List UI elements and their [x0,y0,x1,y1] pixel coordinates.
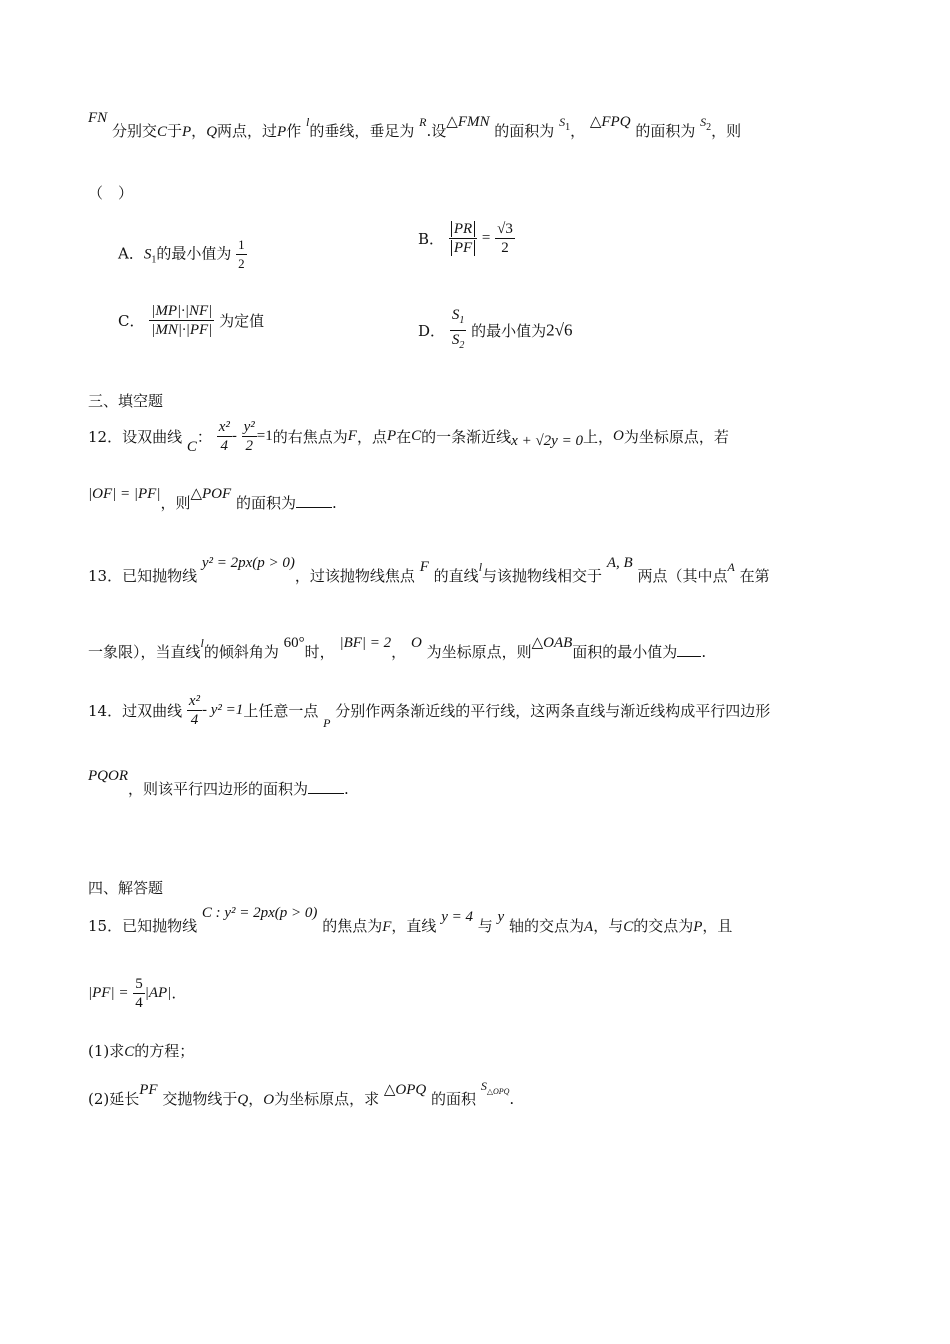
q14-t3: ，则该平行四边形的面积为 [128,780,309,798]
q15-part2a: (2)延长 [88,1090,140,1108]
option-c-fraction: $\frac{|MP|\cdot|NF|}{|MN|\cdot|PF|}$ [151,303,213,338]
q12-frac1 [217,418,232,455]
q15-P: P [693,919,703,935]
q15-s: S [480,1079,487,1093]
option-a-s-sub: 1 [151,254,157,266]
option-a-fraction [236,236,247,273]
q13-l2t2: 的倾斜角为 [203,643,279,661]
q13-l2: l [200,636,204,650]
q12-t4: 的一条渐近线 [421,428,512,446]
q12-c: C [186,438,197,455]
q15-t1: 的焦点为 [322,917,383,935]
q13-l2t5: 面积的最小值为 [572,643,678,661]
q11-tri-fpq: △FPQ [589,114,631,130]
option-b-num2: √3 [497,221,513,237]
option-d-den-sub: 2 [459,340,465,351]
q15-part1 [88,1040,194,1061]
q13-t5: 在第 [739,567,770,585]
option-c-den: MN|·|PF [155,322,209,338]
q13-l2t4: 为坐标原点，则 [426,643,532,661]
q13-l: l [478,560,483,574]
q15-y: y [497,909,505,925]
q15-part1a: (1)求 [88,1042,125,1060]
option-d-label: D． [418,322,446,340]
q14-answer-blank[interactable] [308,793,344,794]
q13-l2t1: 一象限），当直线 [88,643,201,661]
q11-t9: ，则 [711,122,742,140]
option-a-text: 的最小值为 [156,244,232,263]
q14-f-den: 4 [190,712,199,728]
q11-t6: .设 [426,122,447,140]
q15-part2e: 的面积 [431,1090,477,1108]
q11-comma1: ， [191,122,207,140]
q13-t4: 两点（其中点 [637,567,728,585]
q11-tri-fmn: △FMN [446,114,490,130]
q14-rest: - y² =1 [202,702,244,718]
q11-line1 [88,110,742,143]
q15-part2-end: . [509,1090,515,1108]
q14-pqor: PQOR [88,768,128,784]
q11-paren: （ ） [88,184,134,202]
q12-P: P [386,428,397,444]
q15-t4: 轴的交点为 [509,917,585,935]
q12-number: 12．设双曲线 [88,428,183,446]
q11-s2: S [700,115,707,129]
q12-f1-num: x² [218,419,230,435]
option-b-eq: = [481,230,491,246]
q12-answer-blank[interactable] [296,507,332,508]
q11-l: l [306,115,310,129]
q15-line1 [88,905,733,936]
q13-t2: 的直线 [433,567,479,585]
q13-answer-blank[interactable] [677,656,701,657]
q12-frac2 [242,418,257,455]
option-d-value: 2√6 [546,320,573,340]
q13-end: . [701,643,707,661]
q15-part2 [88,1079,515,1110]
q13-line2 [88,635,707,662]
q13-angle: 60° [283,635,305,651]
q13-parabola-eq: y² = 2px(p > 0) [201,555,295,571]
q12-t6: 为坐标原点，若 [623,428,729,446]
q12-line1 [88,418,729,455]
q11-r: R [419,115,427,129]
q15-C: C [623,919,634,935]
q14-end: . [344,780,349,798]
q11-t2: 于 [166,122,182,140]
q12-C2: C [411,428,422,444]
q15-s-sub: △OPQ [486,1087,510,1096]
q15-A: A [584,919,594,935]
q12-t5: 上， [582,428,613,446]
q12-t2: ，点 [356,428,387,446]
q12-f1-den: 4 [220,438,229,454]
q14-line2 [88,768,349,799]
option-c-label: C． [118,312,145,330]
q12-minus: - [231,428,237,444]
option-b-fraction2 [495,220,515,257]
option-c-num: MP|·|NF [155,303,209,319]
option-a-num: 1 [236,236,247,255]
option-d-den: S [451,332,460,348]
q11-comma2: ， [570,122,586,140]
q11-s2-sub: 2 [706,122,712,133]
option-b-label: B． [418,230,445,248]
q15-t6: 的交点为 [633,917,694,935]
q12-colon: ： [196,428,212,446]
q15-Q: Q [237,1092,249,1108]
q14-frac [187,692,202,729]
section-solutions: 四、解答题 [88,879,164,897]
q12-abs-eq: |OF| = |PF| [88,486,161,502]
q11-q: Q [206,124,218,140]
q15-part2d: 为坐标原点，求 [274,1090,380,1108]
option-c-text: 为定值 [219,312,265,330]
q11-fn: FN [88,110,108,126]
q13-F: F [419,559,429,575]
q12-f2-den: 2 [245,438,253,454]
q11-t8: 的面积为 [635,122,696,140]
q13-l2t3: 时， [304,643,335,661]
option-d-text: 的最小值为 [471,322,547,340]
q11-t1: 分别交 [111,122,157,140]
q12-f2-num: y² [243,419,255,435]
q15-f-num: 5 [135,976,143,992]
q13-line1 [88,555,770,586]
q14-number: 14．过双曲线 [88,702,183,720]
q14-t2: 分别作两条渐近线的平行线，这两条直线与渐近线构成平行四边形 [335,702,771,720]
q13-bf: |BF| = 2 [339,635,392,651]
q13-AB: A, B [606,555,633,571]
q15-line2 [88,975,176,1012]
q11-t7: 的面积为 [494,122,555,140]
q15-parabola-eq: C : y² = 2px(p > 0) [201,905,318,921]
option-a-label: A． [118,244,144,263]
q11-option-a [118,236,247,273]
option-b-num: PR [451,221,475,237]
option-b-den2: 2 [501,240,509,256]
q11-t5: 的垂线，垂足为 [309,122,415,140]
q13-comma: ， [391,643,407,661]
q13-t3: 与该抛物线相交于 [482,567,603,585]
q14-f-num: x² [188,693,201,709]
q12-O: O [612,428,624,444]
q13-A: A [727,560,735,574]
q12-asymptote: x + √2y = 0 [511,432,583,449]
q11-t4: 作 [286,122,302,140]
option-a-s: S [143,246,152,263]
q15-number: 15．已知抛物线 [88,917,198,935]
q13-tri-oab: △OAB [531,635,573,651]
q15-t7: ，且 [702,917,733,935]
option-d-num-sub: 1 [459,315,465,326]
q11-s1-sub: 1 [565,122,571,133]
option-d-fraction [450,306,467,355]
q15-tri-opq: △OPQ [383,1082,427,1098]
q15-t2: ，直线 [391,917,437,935]
q12-t3: 在 [396,428,412,446]
option-d-num: S [451,307,460,323]
q15-part1b: 的方程； [134,1042,195,1060]
q11-c: C [156,124,167,140]
q11-option-d [418,306,572,355]
q15-part2b: 交抛物线于 [162,1090,238,1108]
q15-ap: |AP| [144,985,172,1001]
q15-f-den: 4 [135,995,143,1011]
q13-t1: ，过该抛物线焦点 [294,567,415,585]
q12-t7: ，则 [160,494,191,512]
q15-part2c: ， [248,1090,264,1108]
q11-t3: 两点，过 [217,122,278,140]
q13-number: 13．已知抛物线 [88,567,198,585]
q11-s1: S [559,115,566,129]
q15-t5: ，与 [593,917,624,935]
q12-t8: 的面积为 [235,494,296,512]
q12-F: F [347,428,357,444]
q14-P: P [323,715,331,730]
q12-line2 [88,486,337,513]
q11-option-c [118,302,264,339]
q15-frac [133,975,145,1012]
q12-end: . [331,494,337,512]
q11-option-b [418,220,515,257]
q11-p: P [182,124,192,140]
q15-pf: |PF| = [88,985,129,1001]
q15-F: F [382,919,392,935]
option-b-den: PF [451,240,475,256]
q12-tri-pof: △POF [190,486,232,502]
option-a-den: 2 [238,256,245,271]
q15-O: O [263,1092,275,1108]
q12-t1: 的右焦点为 [272,428,348,446]
q15-end: . [171,984,177,1003]
q13-O: O [410,635,422,651]
section-fill-in: 三、填空题 [88,392,164,410]
q14-t1: 上任意一点 [243,702,319,720]
q15-part2-pf: PF [139,1082,158,1098]
q14-line1 [88,692,770,729]
q15-yeq: y = 4 [441,909,473,925]
q12-eq1: =1 [256,428,273,444]
q15-part1-c: C [124,1044,135,1060]
option-b-fraction [449,220,477,257]
q15-t3: 与 [477,917,493,935]
q11-p2: P [277,124,287,140]
